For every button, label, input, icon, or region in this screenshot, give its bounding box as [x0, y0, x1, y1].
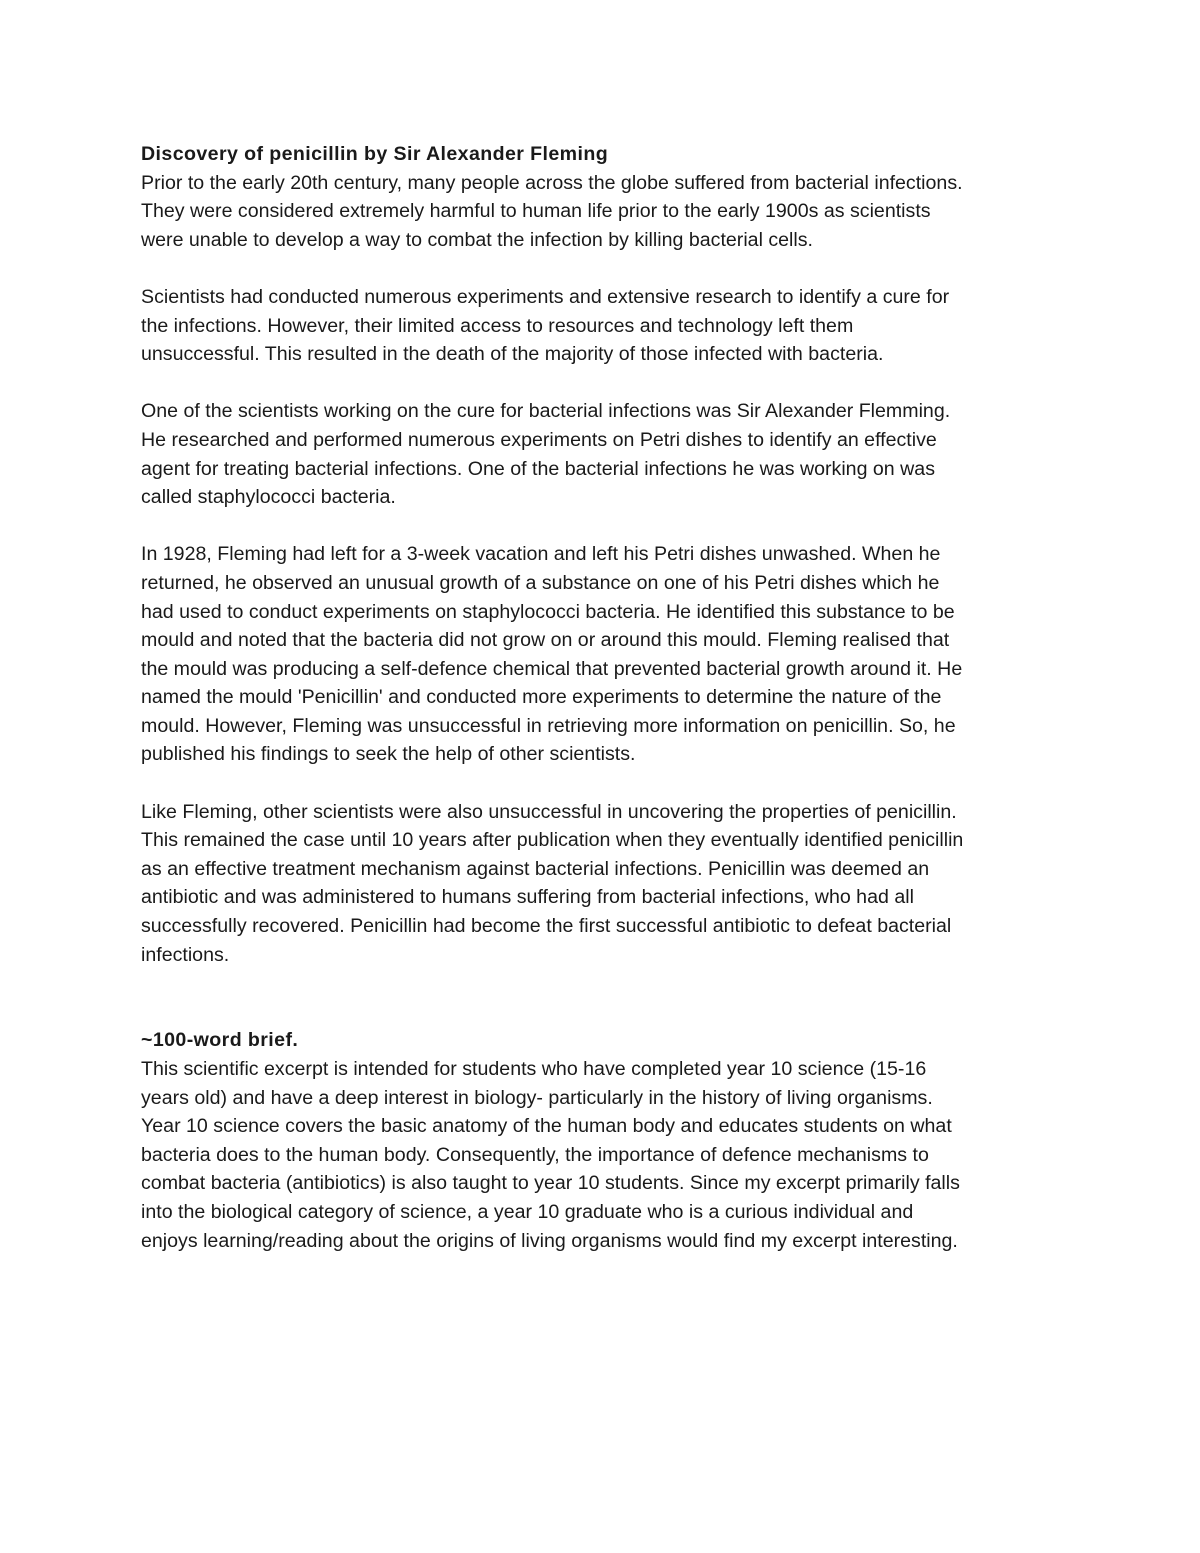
- brief-text: This scientific excerpt is intended for students who have completed year 10 science (15-16 years old) and have a deep interest in biology- particularly in the history of living organisms. Year 10 science covers the basic anatomy of the human body and educates students on what bacteria does to the human body. Consequently, the importance of defence mechanisms to combat bacteria (antibiotics) is also taught to year 10 students. Since my excerpt primarily falls into the biological category of science, a year 10 graduate who is a curious individual and enjoys learning/reading about the origins of living organisms would find my excerpt interesting.: [141, 1058, 960, 1252]
- paragraph-discovery: In 1928, Fleming had left for a 3-week vacation and left his Petri dishes unwashed. When he returned, he observed an unusual growth of a substance on one of his Petri dishes which he had used to conduct experiments on staphylococci bacteria. He identified this substance to be mould and noted that the bacteria did not grow on or around this mould. Fleming realised that the mould was producing a self-defence chemical that prevented bacterial growth around it. He named the mould 'Penicillin' and conducted more experiments to determine the nature of the mould. However, Fleming was unsuccessful in retrieving more information on penicillin. So, he published his findings to seek the help of other scientists.: [141, 543, 963, 766]
- paragraph-research: Scientists had conducted numerous experiments and extensive research to identify a cure for the infections. However, their limited access to resources and technology left them unsuccessful. This resulted in the death of the majority of those infected with bacteria.: [141, 285, 950, 366]
- document-title: Discovery of penicillin by Sir Alexander Fleming: [141, 143, 609, 165]
- paragraph-fleming: One of the scientists working on the cure for bacterial infections was Sir Alexander Flemming. He researched and performed numerous experiments on Petri dishes to identify an effective agent for treating bacterial infections. One of the bacterial infections he was working on was called staphylococci bacteria.: [141, 400, 951, 509]
- paragraph-intro: Prior to the early 20th century, many people across the globe suffered from bacterial infections. They were considered extremely harmful to human life prior to the early 1900s as scientists were unable to develop a way to combat the infection by killing bacterial cells.: [141, 171, 963, 251]
- brief-heading: ~100-word brief.: [141, 1029, 299, 1052]
- document-body: [141, 140, 1066, 1255]
- paragraph-outcome: Like Fleming, other scientists were also unsuccessful in uncovering the properties of penicillin. This remained the case until 10 years after publication when they eventually identified penicillin as an effective treatment mechanism against bacterial infections. Penicillin was deemed an antibiotic and was administered to humans suffering from bacterial infections, who had all successfully recovered. Penicillin had become the first successful antibiotic to defeat bacterial infections.: [141, 800, 964, 966]
